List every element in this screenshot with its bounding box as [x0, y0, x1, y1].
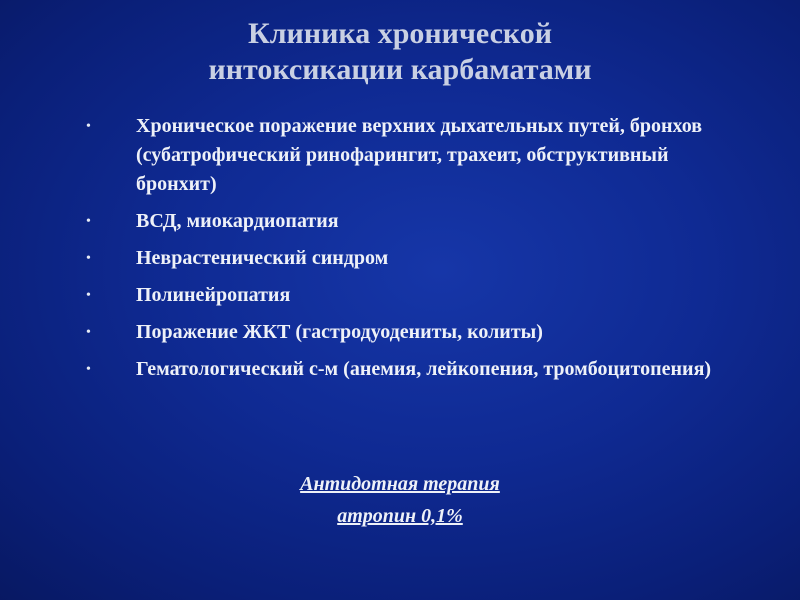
antidote-therapy — [0, 468, 800, 532]
bullet-icon: • — [86, 288, 91, 303]
list-item — [82, 355, 722, 384]
bullet-icon: • — [86, 325, 91, 340]
list-item-text: Поражение ЖКТ (гастродуодениты, колиты) — [136, 321, 543, 343]
antidote-drug: атропин 0,1% — [337, 505, 463, 527]
bullet-icon: • — [86, 251, 91, 266]
antidote-heading: Антидотная терапия — [300, 473, 500, 495]
list-item-text: ВСД, миокардиопатия — [136, 210, 339, 232]
list-item — [82, 244, 722, 273]
slide-title-line-1: Клиника хронической — [247, 17, 553, 50]
list-item — [82, 318, 722, 347]
bullet-icon: • — [86, 362, 91, 377]
list-item-text: Хроническое поражение верхних дыхательных путей, бронхов (субатрофический ринофарингит, трахеит, обструктивный бронхит) — [136, 115, 703, 195]
slide-title — [0, 16, 800, 88]
list-item — [82, 112, 722, 199]
bullet-icon: • — [86, 214, 91, 229]
bullet-list — [82, 112, 722, 392]
list-item-text: Полинейропатия — [136, 284, 291, 306]
list-item — [82, 207, 722, 236]
list-item — [82, 281, 722, 310]
bullet-icon: • — [86, 119, 91, 134]
slide-title-line-2: интоксикации карбаматами — [208, 53, 592, 86]
list-item-text: Гематологический с-м (анемия, лейкопения, тромбоцитопения) — [136, 358, 712, 380]
list-item-text: Неврастенический синдром — [136, 247, 389, 269]
